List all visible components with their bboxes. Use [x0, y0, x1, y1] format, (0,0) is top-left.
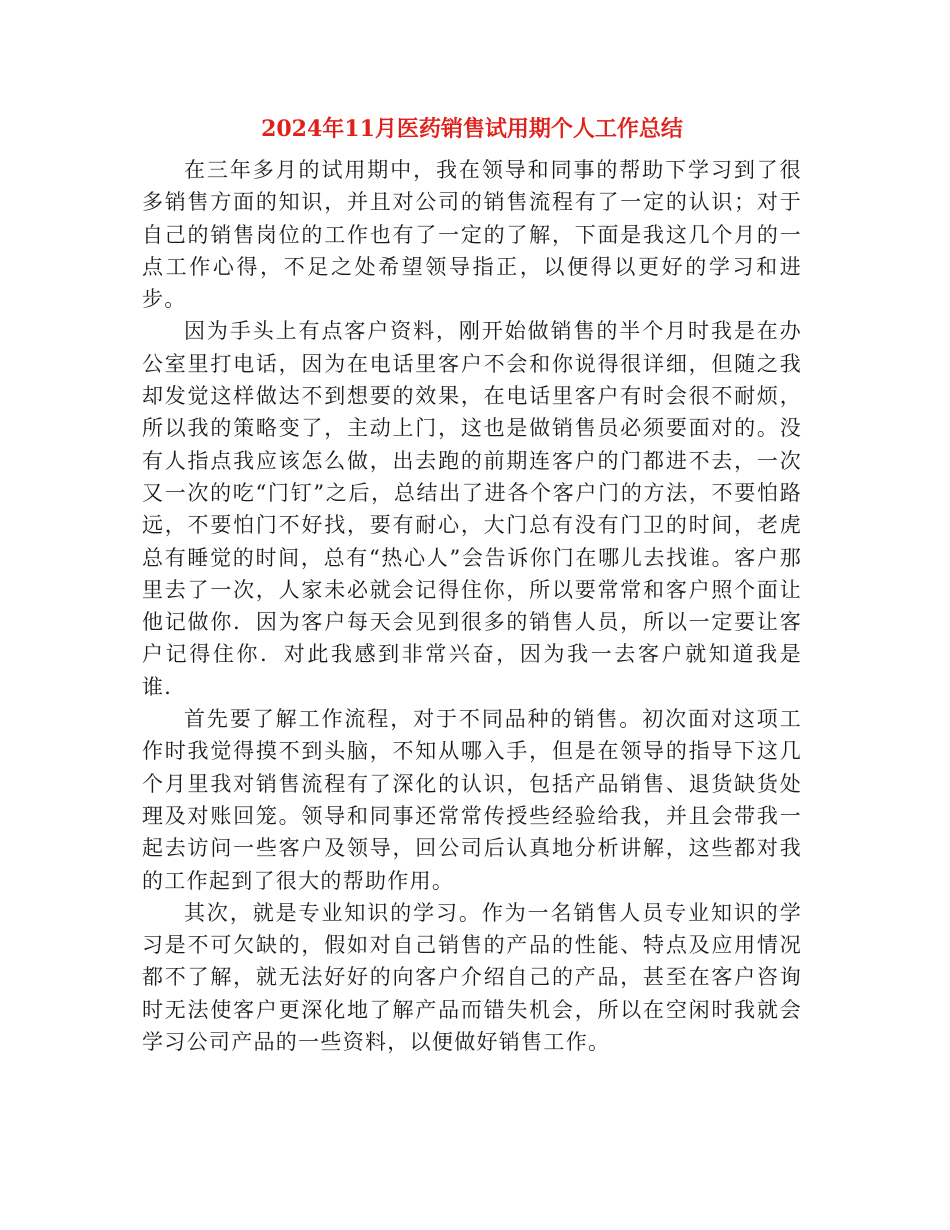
document-page	[142, 104, 802, 1058]
paragraph-2: 因为手头上有点客户资料，刚开始做销售的半个月时我是在办公室里打电话，因为在电话里客户不会和你说得很详细，但随之我却发觉这样做达不到想要的效果，在电话里客户有时会很不耐烦，所以我的策略变了，主动上门，这也是做销售员必须要面对的。没有人指点我应该怎么做，出去跑的前期连客户的门都进不去，一次又一次的吃“门钉”之后，总结出了进各个客户门的方法，不要怕路远，不要怕门不好找，要有耐心，大门总有没有门卫的时间，老虎总有睡觉的时间，总有“热心人”会告诉你门在哪儿去找谁。客户那里去了一次，人家未必就会记得住你，所以要常常和客户照个面让他记做你．因为客户每天会见到很多的销售人员，所以一定要让客户记得住你．对此我感到非常兴奋，因为我一去客户就知道我是谁．	[142, 319, 802, 699]
paragraph-3: 首先要了解工作流程，对于不同品种的销售。初次面对这项工作时我觉得摸不到头脑，不知从哪入手，但是在领导的指导下这几个月里我对销售流程有了深化的认识，包括产品销售、退货缺货处理及对账回笼。领导和同事还常常传授些经验给我，并且会带我一起去访问一些客户及领导，回公司后认真地分析讲解，这些都对我的工作起到了很大的帮助作用。	[142, 707, 802, 893]
paragraph-4: 其次，就是专业知识的学习。作为一名销售人员专业知识的学习是不可欠缺的，假如对自己销售的产品的性能、特点及应用情况都不了解，就无法好好的向客户介绍自己的产品，甚至在客户咨询时无法使客户更深化地了解产品而错失机会，所以在空闲时我就会学习公司产品的一些资料，以便做好销售工作。	[142, 900, 802, 1055]
document-title: 2024年11月医药销售试用期个人工作总结	[261, 116, 683, 142]
paragraph-1: 在三年多月的试用期中，我在领导和同事的帮助下学习到了很多销售方面的知识，并且对公司的销售流程有了一定的认识；对于自己的销售岗位的工作也有了一定的了解，下面是我这几个月的一点工作心得，不足之处希望领导指正，以便得以更好的学习和进步。	[142, 158, 802, 312]
